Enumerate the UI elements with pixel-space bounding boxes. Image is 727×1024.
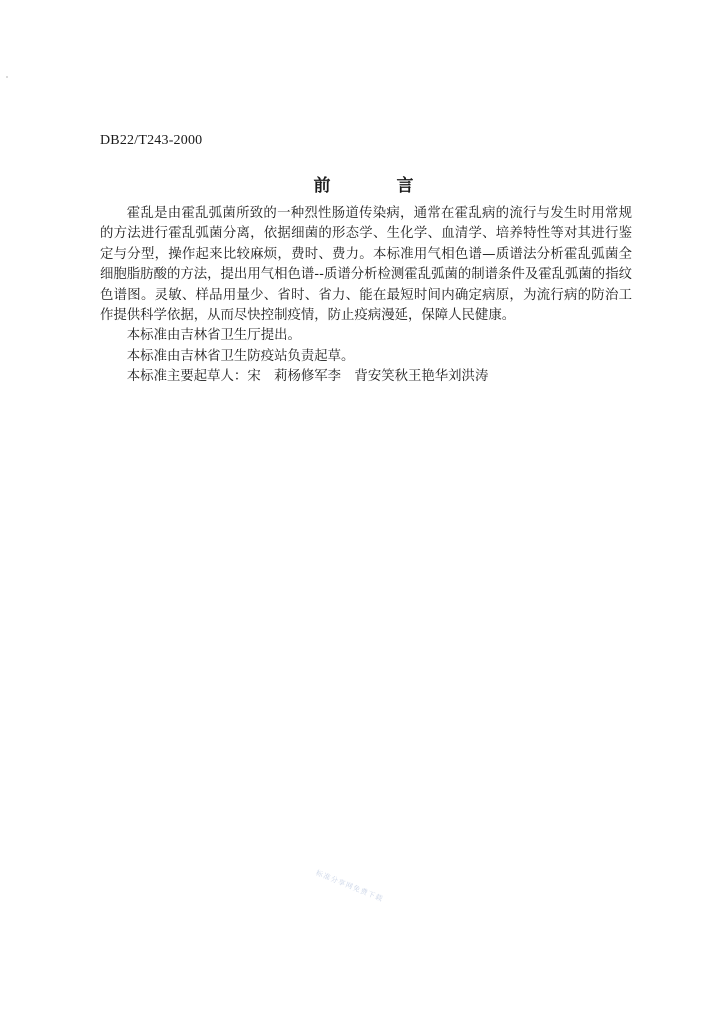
scan-speck [6, 76, 8, 78]
title-char-right: 言 [396, 176, 414, 196]
drafting-unit-line: 本标准由吉林省卫生防疫站负责起草。 [126, 348, 355, 364]
drafter-name: 王艳华 [408, 369, 449, 385]
foreword-body [100, 204, 632, 388]
drafters-line [100, 367, 632, 387]
foreword-paragraph-1: 霍乱是由霍乱弧菌所致的一种烈性肠道传染病，通常在霍乱病的流行与发生时用常规的方法进行霍乱弧菌分离，依据细菌的形态学、生化学、血清学、培养特性等对其进行鉴定与分型，操作起来比较麻烦，费时、费力。本标准用气相色谱—质谱法分析霍乱弧菌全细胞脂肪酸的方法，提出用气相色谱--质谱分析检测霍乱弧菌的制谱条件及霍乱弧菌的指纹色谱图。灵敏、样品用量少、省时、省力、能在最短时间内确定病原，为流行病的防治工作提供科学依据，从而尽快控制疫情，防止疫病漫延，保障人民健康。 [100, 206, 632, 324]
title-char-left: 前 [313, 176, 331, 196]
drafters-label: 本标准主要起草人： [126, 369, 248, 385]
proposer-line: 本标准由吉林省卫生厅提出。 [126, 328, 301, 344]
drafter-name: 安笑秋 [367, 369, 408, 385]
drafter-name: 李 背 [327, 369, 368, 385]
section-title [0, 171, 727, 196]
drafter-name: 刘洪涛 [448, 369, 489, 385]
drafters-names [247, 369, 488, 384]
drafter-name: 宋 莉 [247, 369, 288, 385]
watermark-text: 标准分享网免费下载 [314, 868, 385, 904]
document-code: DB22/T243-2000 [100, 133, 203, 148]
drafter-name: 杨修军 [287, 369, 328, 385]
